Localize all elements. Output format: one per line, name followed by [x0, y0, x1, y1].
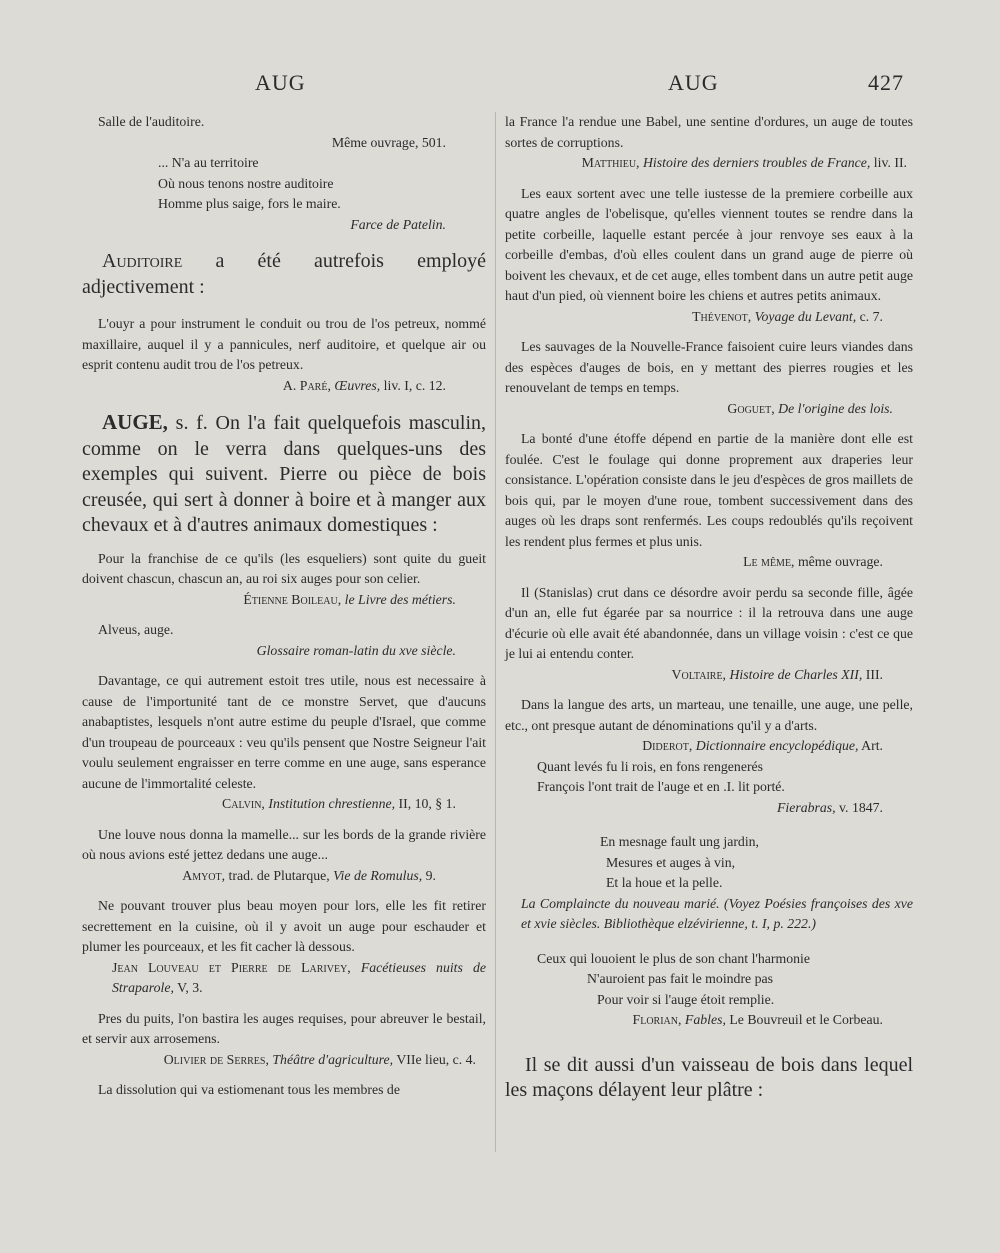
quote-babel: la France l'a rendue une Babel, une sentine d'ordures, un auge de toutes sortes de corruptions. [505, 114, 913, 150]
definition-auge [82, 410, 486, 539]
page-number: 427 [868, 70, 904, 95]
source-thevenot: Thévenot, Voyage du Levant, c. 7. [692, 308, 883, 324]
verse-line: ... N'a au territoire [158, 155, 259, 170]
headword-auge: AUGE, [102, 410, 168, 434]
quote-larivey: Ne pouvant trouver plus beau moyen pour lors, elle les fit retirer secrettement en la cuisine, où il y avoit un auge pour eschauder et plumer les pourceaux, et les fit cacher là dessous. [82, 898, 486, 954]
verse-line: Quant levés fu li rois, en fons rengenerés [537, 758, 764, 774]
verse-complaincte [505, 832, 913, 894]
quote-calvin: Davantage, ce qui autrement estoit tres utile, nous est necessaire à cause de l'importunité tant de ce monstre Servet, que d'aucuns anabaptistes, lesquels n'ont autre estime du peuple d'Israel, que comme d'un troupeau de pourceaux : veu qu'ils pensent que Nostre Seigneur l'ait voulu seulement engraisser en terre comme en une auge, sans esperance aucune de l'immortalité celeste. [82, 673, 486, 791]
quote-serres: Pres du puits, l'on bastira les auges requises, pour abreuver le bestail, et servir aux arrosemens. [82, 1010, 486, 1046]
verse-line: Où nous tenons nostre auditoire [158, 175, 334, 191]
source-meme-ouvrage: Même ouvrage, 501. [331, 134, 446, 150]
quote-alveus: Alveus, auge. [98, 622, 174, 637]
source-florian: Florian, Fables, Le Bouvreuil et le Corbeau. [632, 1012, 883, 1027]
quote-thevenot: Les eaux sortent avec une telle iustesse de la premiere corbeille aux quatre angles de l'obelisque, qu'elles viennent toutes se rendre dans la petite corbeille, laquelle estant percée à jour renvoye ses eaux à la corbeille d'embas, d'où elles coulent dans un grand auge de pierre où boivent les chevaux, et de cet auge, elles tombent dans un autre petit auge haut d'un pied, où viennent boire les chiens et autres petits animaux. [505, 185, 913, 303]
source-amyot: Amyot, trad. de Plutarque, Vie de Romulus, 9. [182, 867, 436, 883]
quote-pare: L'ouyr a pour instrument le conduit ou trou de l'os petreux, nommé maxillaire, auquel il y a pannicules, nerf auditoire, et quelque air ou esprit contenu audit trou de l'os petreux. [82, 316, 486, 372]
verse-fierabras [505, 757, 913, 798]
verse-line: En mesnage fault ung jardin, [600, 834, 760, 849]
verse-line: Mesures et auges à vin, [606, 854, 736, 870]
verse-line: Et la houe et la pelle. [606, 875, 723, 890]
verse-line: N'auroient pas fait le moindre pas [587, 971, 774, 986]
quote-diderot: Dans la langue des arts, un marteau, une tenaille, une auge, une pelle, etc., ont presque autant de dénominations qu'il y a d'arts. [505, 697, 913, 733]
source-diderot: Diderot, Dictionnaire encyclopédique, Art. [642, 738, 883, 753]
quote-goguet: Les sauvages de la Nouvelle-France faisoient cuire leurs viandes dans des espèces d'auges de bois, en y mettant des pierres rougies et les renouvelant de temps en temps. [505, 339, 913, 395]
verse-line: Pour voir si l'auge étoit remplie. [597, 991, 775, 1007]
source-patelin: Farce de Patelin. [350, 216, 446, 232]
quote-foulage: La bonté d'une étoffe dépend en partie de la manière dont elle est foulée. C'est le foulage qui donne proprement aux draperies leur consistance. L'opération consiste dans le jeu d'espèces de gros maillets de bois qui, par le moyen d'une roue, tombent successivement dans des auges où les draps sont renfermés. Les coups redoublés qu'ils reçoivent les rendent plus fermes et plus unis. [505, 431, 913, 549]
definition-text: s. f. On l'a fait quelquefois masculin, comme on le verra dans quelques-uns des exemples qui suivent. Pierre ou pièce de bois creusée, qui sert à donner à boire et à manger aux chevaux et à d'autres animaux domestiques : [82, 412, 487, 536]
verse-line: François l'ont trait de l'auge et en .I. lit porté. [537, 779, 785, 794]
right-column [505, 112, 913, 1104]
source-fierabras: Fierabras, v. 1847. [776, 799, 883, 815]
verse-line: Ceux qui louoient le plus de son chant l'harmonie [537, 950, 811, 966]
quote-boileau: Pour la franchise de ce qu'ils (les esqueliers) sont quite du gueit doivent chascun, chascun an, au roi six auges pour son celier. [82, 550, 486, 586]
source-pare: A. Paré, Œuvres, liv. I, c. 12. [282, 377, 446, 393]
source-goguet: Goguet, De l'origine des lois. [727, 400, 893, 416]
verse-florian [505, 949, 913, 1011]
left-column [82, 112, 486, 1101]
headword-auditoire: Auditoire [102, 250, 183, 272]
column-rule [495, 112, 496, 1152]
quote-salle: Salle de l'auditoire. [98, 114, 205, 129]
source-le-meme: Le même, même ouvrage. [743, 554, 883, 569]
running-head-right: AUG [668, 70, 719, 95]
source-voltaire: Voltaire, Histoire de Charles XII, III. [671, 666, 883, 682]
definition-text: a été autrefois employé adjectivement : [82, 250, 486, 298]
source-calvin: Calvin, Institution chrestienne, II, 10, § 1. [222, 796, 456, 811]
source-matthieu: Matthieu, Histoire des derniers troubles de France, liv. II. [581, 155, 907, 170]
verse-patelin [82, 153, 486, 215]
source-serres: Olivier de Serres, Théâtre d'agriculture, VIIe lieu, c. 4. [163, 1051, 476, 1067]
source-boileau: Étienne Boileau, le Livre des métiers. [243, 591, 456, 607]
verse-line: Homme plus saige, fors le maire. [158, 196, 341, 211]
definition-macons: Il se dit aussi d'un vaisseau de bois dans lequel les maçons délayent leur plâtre : [505, 1053, 913, 1101]
source-complaincte: La Complaincte du nouveau marié. (Voyez Poésies françoises des xve et xvie siècles. Bibliothèque elzévirienne, t. I, p. 222.) [521, 895, 913, 931]
running-head-left: AUG [255, 70, 306, 95]
source-larivey: Jean Louveau et Pierre de Larivey, Facétieuses nuits de Straparole, V, 3. [112, 959, 486, 995]
source-glossaire: Glossaire roman-latin du xve siècle. [256, 642, 456, 658]
quote-voltaire: Il (Stanislas) crut dans ce désordre avoir perdu sa seconde fille, âgée d'un an, elle fut égarée par sa nourrice : il la retrouva dans une auge d'écurie où elle avait été abandonnée, dans un village voisin : c'est ce que je lui ai entendu conter. [505, 584, 913, 661]
definition-auditoire [82, 249, 486, 300]
quote-amyot: Une louve nous donna la mamelle... sur les bords de la grande rivière où nous avions esté jettez dedans une auge... [82, 826, 486, 862]
quote-dissolution: La dissolution qui va estiomenant tous les membres de [98, 1082, 400, 1097]
